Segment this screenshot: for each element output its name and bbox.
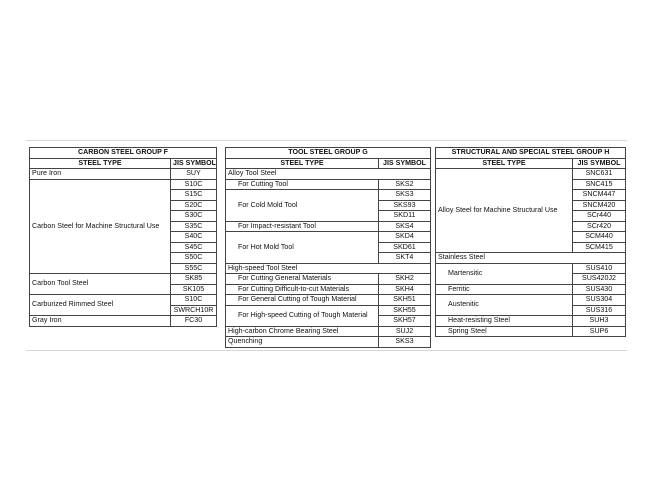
- jis-symbol-cell: SUS316: [573, 305, 626, 316]
- jis-symbol-cell: SUY: [171, 169, 217, 180]
- jis-symbol-cell: SUJ2: [379, 326, 431, 337]
- jis-symbol-cell: SKD61: [379, 242, 431, 253]
- jis-symbol-cell: SUS420J2: [573, 274, 626, 285]
- jis-symbol-cell: SKD4: [379, 232, 431, 243]
- steel-type-cell: For Hot Mold Tool: [226, 232, 379, 264]
- carbon-steel-table: [29, 147, 217, 327]
- jis-symbol-cell: SCM440: [573, 232, 626, 243]
- jis-symbol-cell: SKT4: [379, 253, 431, 264]
- steel-type-cell: High-carbon Chrome Bearing Steel: [226, 326, 379, 337]
- jis-symbol-cell: S50C: [171, 253, 217, 264]
- bottom-divider: [26, 350, 627, 351]
- jis-symbol-cell: SUP6: [573, 326, 626, 337]
- steel-type-cell: Stainless Steel: [436, 253, 626, 264]
- steel-type-cell: Heat-resisting Steel: [436, 316, 573, 327]
- steel-type-cell: For Cutting General Materials: [226, 274, 379, 285]
- steel-type-cell: High-speed Tool Steel: [226, 263, 431, 274]
- jis-symbol-cell: S10C: [171, 295, 217, 306]
- column-header-jis-symbol: JIS SYMBOL: [379, 158, 431, 169]
- steel-type-cell: Carburized Rimmed Steel: [30, 295, 171, 316]
- jis-symbol-cell: SKS2: [379, 179, 431, 190]
- steel-type-cell: Carbon Tool Steel: [30, 274, 171, 295]
- steel-type-cell: Ferritic: [436, 284, 573, 295]
- steel-type-cell: For Cutting Tool: [226, 179, 379, 190]
- jis-symbol-cell: SWRCH10R: [171, 305, 217, 316]
- jis-symbol-cell: S35C: [171, 221, 217, 232]
- column-header-steel-type: STEEL TYPE: [226, 158, 379, 169]
- column-header-steel-type: STEEL TYPE: [30, 158, 171, 169]
- jis-symbol-cell: SKH4: [379, 284, 431, 295]
- column-header-jis-symbol: JIS SYMBOL: [171, 158, 217, 169]
- column-header-steel-type: STEEL TYPE: [436, 158, 573, 169]
- jis-symbol-cell: SKS3: [379, 337, 431, 348]
- steel-type-cell: Martensitic: [436, 263, 573, 284]
- column-header-jis-symbol: JIS SYMBOL: [573, 158, 626, 169]
- jis-symbol-cell: S40C: [171, 232, 217, 243]
- jis-symbol-cell: SKS93: [379, 200, 431, 211]
- jis-symbol-cell: SNC415: [573, 179, 626, 190]
- jis-symbol-cell: SNC631: [573, 169, 626, 180]
- jis-symbol-cell: SUS430: [573, 284, 626, 295]
- steel-type-cell: For General Cutting of Tough Material: [226, 295, 379, 306]
- steel-type-cell: Spring Steel: [436, 326, 573, 337]
- steel-type-cell: Gray Iron: [30, 316, 171, 327]
- jis-symbol-cell: S55C: [171, 263, 217, 274]
- jis-symbol-cell: SNCM420: [573, 200, 626, 211]
- jis-symbol-cell: SKH2: [379, 274, 431, 285]
- jis-symbol-cell: FC30: [171, 316, 217, 327]
- jis-symbol-cell: SKD11: [379, 211, 431, 222]
- top-divider: [26, 140, 627, 141]
- steel-type-cell: Carbon Steel for Machine Structural Use: [30, 179, 171, 274]
- jis-symbol-cell: SKS4: [379, 221, 431, 232]
- steel-type-cell: Alloy Steel for Machine Structural Use: [436, 169, 573, 253]
- jis-symbol-cell: SK85: [171, 274, 217, 285]
- table-title: TOOL STEEL GROUP G: [226, 148, 431, 159]
- table-title: CARBON STEEL GROUP F: [30, 148, 217, 159]
- steel-type-cell: For Cold Mold Tool: [226, 190, 379, 222]
- tool-steel-table: [225, 147, 431, 348]
- steel-type-cell: For High-speed Cutting of Tough Material: [226, 305, 379, 326]
- steel-type-cell: For Cutting Difficult-to-cut Materials: [226, 284, 379, 295]
- jis-symbol-cell: S10C: [171, 179, 217, 190]
- structural-special-steel-table: [435, 147, 626, 337]
- jis-symbol-cell: SUS410: [573, 263, 626, 274]
- table-title: STRUCTURAL AND SPECIAL STEEL GROUP H: [436, 148, 626, 159]
- jis-symbol-cell: SKS3: [379, 190, 431, 201]
- jis-symbol-cell: SCM415: [573, 242, 626, 253]
- steel-type-cell: Alloy Tool Steel: [226, 169, 431, 180]
- jis-symbol-cell: SUS304: [573, 295, 626, 306]
- jis-symbol-cell: S20C: [171, 200, 217, 211]
- steel-type-cell: Pure Iron: [30, 169, 171, 180]
- jis-symbol-cell: SCr420: [573, 221, 626, 232]
- jis-symbol-cell: SK105: [171, 284, 217, 295]
- jis-symbol-cell: SCr440: [573, 211, 626, 222]
- jis-symbol-cell: SNCM447: [573, 190, 626, 201]
- jis-symbol-cell: SKH55: [379, 305, 431, 316]
- jis-symbol-cell: SUH3: [573, 316, 626, 327]
- jis-symbol-cell: S30C: [171, 211, 217, 222]
- steel-type-cell: Quenching: [226, 337, 379, 348]
- steel-type-cell: Austenitic: [436, 295, 573, 316]
- steel-type-cell: For Impact-resistant Tool: [226, 221, 379, 232]
- jis-symbol-cell: S45C: [171, 242, 217, 253]
- jis-symbol-cell: SKH57: [379, 316, 431, 327]
- jis-symbol-cell: SKH51: [379, 295, 431, 306]
- jis-symbol-cell: S15C: [171, 190, 217, 201]
